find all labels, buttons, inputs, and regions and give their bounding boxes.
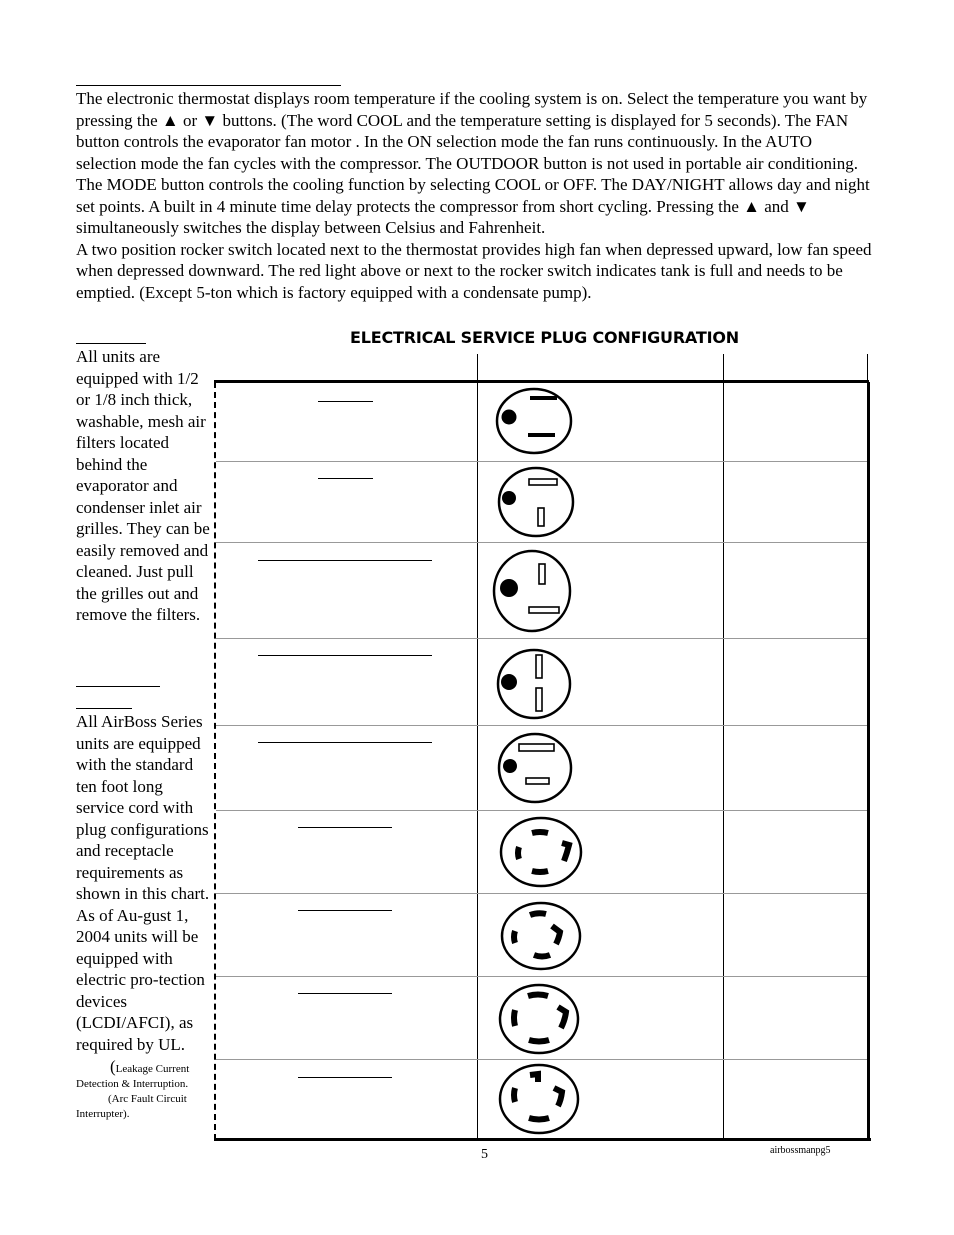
page-number: 5 (481, 1147, 488, 1162)
electrical-heading-rule (76, 686, 160, 687)
chart-title: ELECTRICAL SERVICE PLUG CONFIGURATION (350, 328, 739, 347)
row-separator (216, 461, 867, 462)
plug-6-30-icon (494, 645, 574, 723)
plug-6-20-alt-icon (496, 730, 574, 806)
row-separator (216, 725, 867, 726)
plug-twistlock-l6-30-icon (498, 900, 584, 972)
filters-section (76, 346, 214, 626)
row-separator (216, 1059, 867, 1060)
plug-6-20-icon (492, 548, 572, 634)
electrical-subheading-rule (76, 708, 132, 709)
plug-twistlock-l14-30-icon (496, 1062, 582, 1136)
row-separator (216, 810, 867, 811)
chart-header-divider-1 (477, 354, 478, 382)
chart-left-border (214, 382, 216, 1140)
thermostat-paragraph-1: The electronic thermostat displays room temperature if the cooling system is on. Select the temperature you want by pressing the ▲ or ▼ buttons. (The word COOL and the temperature setting is displayed for 5 seconds). The FAN button controls the evaporator fan motor . In the ON selection mode the fan runs continuously. In the AUTO selection mode the fan cycles with the compressor. The OUTDOOR button is not used in portable air conditioning. The MODE button controls the cooling function by selecting COOL or OFF. The DAY/NIGHT allows day and night set points. A built in 4 minute time delay protects the compressor from short cycling. Pressing the ▲ and ▼ simultaneously switches the display between Celsius and Fahrenheit. (76, 89, 870, 237)
row-label-rule (298, 910, 392, 911)
electrical-text: All AirBoss Series units are equipped with the standard ten foot long service cord with plug configurations and receptacle requirements as shown in this chart. As of Au-gust 1, 2004 units will be equipped with electric pro-tection devices (LCDI/AFCI), as required by UL. (76, 712, 210, 1054)
thermostat-section (76, 88, 876, 303)
row-separator (216, 638, 867, 639)
row-label-rule (298, 1077, 392, 1078)
row-label-rule (258, 742, 432, 743)
filters-text: All units are equipped with 1/2 or 1/8 inch thick, washable, mesh air filters located behind the evaporator and condenser inlet air grilles. They can be easily removed and cleaned. Just pull the grilles out and remove the filters. (76, 347, 210, 624)
electrical-section (76, 711, 214, 1122)
row-label-rule (258, 655, 432, 656)
plug-5-20-icon (496, 464, 576, 540)
chart-bottom-border (214, 1138, 871, 1141)
row-label-rule (298, 993, 392, 994)
row-separator (216, 893, 867, 894)
chart-column-divider-1 (477, 382, 478, 1140)
plug-twistlock-l6-20-icon (498, 815, 584, 889)
chart-header-divider-2 (723, 354, 724, 382)
note-open-paren: ( (110, 1057, 116, 1076)
chart-right-border-top (867, 354, 868, 382)
thermostat-paragraph-2: A two position rocker switch located next to the thermostat provides high fan when depressed upward, low fan speed when depressed downward. The red light above or next to the rocker switch indicates tank is full and needs to be emptied. (Except 5-ton which is factory equipped with a condensate pump). (76, 239, 872, 302)
chart-column-divider-2 (723, 382, 724, 1140)
thermostat-heading-rule (76, 85, 341, 86)
chart-right-border (867, 382, 870, 1140)
chart-top-border (214, 380, 869, 383)
row-separator (216, 976, 867, 977)
electrical-note (76, 1059, 214, 1122)
row-separator (216, 542, 867, 543)
row-label-rule (318, 401, 373, 402)
document-id: airbossmanpg5 (770, 1145, 831, 1156)
row-label-rule (258, 560, 432, 561)
plug-twistlock-l14-20-icon (496, 982, 582, 1056)
note-afci: (Arc Fault Circuit Interrupter). (76, 1093, 187, 1120)
row-label-rule (298, 827, 392, 828)
plug-5-15-icon (494, 386, 574, 456)
row-label-rule (318, 478, 373, 479)
filters-heading-rule (76, 343, 146, 344)
note-lcdi: Leakage Current Detection & Interruption. (76, 1063, 190, 1090)
